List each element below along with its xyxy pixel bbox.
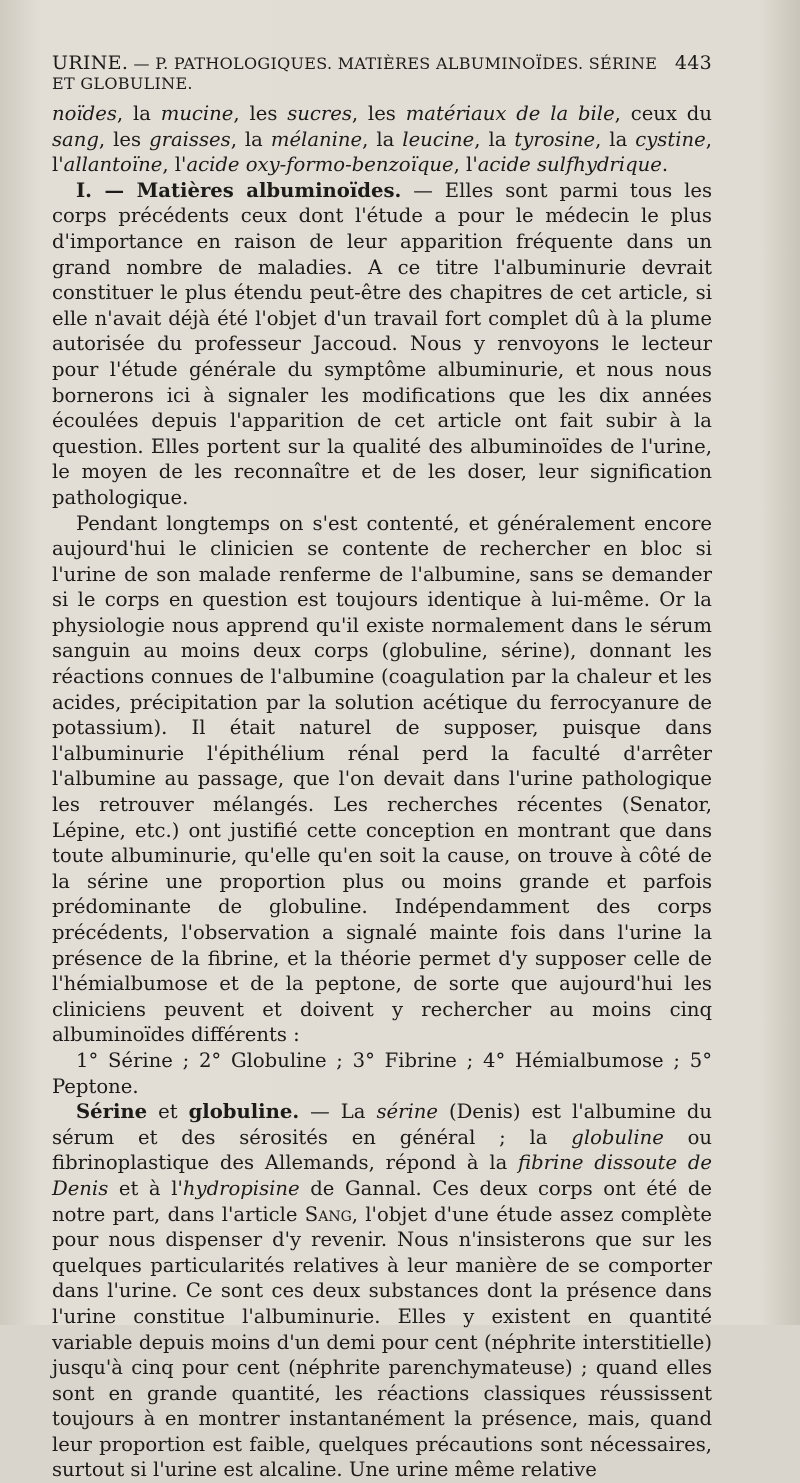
subsection-heading-serine: Sérine: [76, 1100, 148, 1124]
header-title: URINE. — P. PATHOLOGIQUES. MATIÈRES ALBUMINOÏDES. SÉRINE ET GLOBULINE.: [52, 52, 658, 93]
subsection-heading-globuline: globuline.: [188, 1100, 300, 1124]
section-heading: I. — Matières albuminoïdes.: [76, 178, 402, 202]
page-number: 443: [674, 52, 712, 74]
body-text: [52, 101, 712, 1483]
paragraph-continuation: noïdes, la mucine, les sucres, les matériaux de la bile, ceux du sang, les graisses, la mélanine, la leucine, la tyrosine, la cystine, l'allantoïne, l'acide oxy-formo-benzoïque, l'acide sulfhydrique.: [52, 102, 712, 177]
running-header: [52, 52, 712, 93]
paragraph-matieres-albuminoides: I. — Matières albuminoïdes. — Elles sont parmi tous les corps précédents ceux dont l'étude a pour le médecin le plus d'importance en raison de leur apparition fréquente dans un grand nombre de maladies. A ce titre l'albuminurie devrait constituer le plus étendu peut-être des chapitres de cet article, si elle n'avait déjà été l'objet d'un travail fort complet dû à la plume autorisée du professeur Jaccoud. Nous y renvoyons le lecteur pour l'étude générale du symptôme albuminurie, et nous nous bornerons ici à signaler les modifications que les dix années écoulées depuis l'apparition de cet article ont fait subir à la question. Elles portent sur la qualité des albuminoïdes de l'urine, le moyen de les reconnaître et de les doser, leur signification pathologique.: [52, 178, 713, 509]
paragraph-list-albuminoides: 1° Sérine ; 2° Globuline ; 3° Fibrine ; 4° Hémialbumose ; 5° Peptone.: [52, 1048, 712, 1098]
paragraph-pendant-longtemps: Pendant longtemps on s'est contenté, et généralement encore aujourd'hui le clinicien se contente de rechercher en bloc si l'urine de son malade renferme de l'albumine, sans se demander si le corps en question est toujours identique à lui-même. Or la physiologie nous apprend qu'il existe normalement dans le sérum sanguin au moins deux corps (globuline, sérine), donnant les réactions connues de l'albumine (coagulation par la chaleur et les acides, précipitation par la solution acétique du ferrocyanure de potassium). Il était naturel de supposer, puisque dans l'albuminurie l'épithélium rénal perd la faculté d'arrêter l'albumine au passage, que l'on devait dans l'urine pathologique les retrouver mélangés. Les recherches récentes (Senator, Lépine, etc.) ont justifié cette conception en montrant que dans toute albuminurie, qu'elle qu'en soit la cause, on trouve à côté de la sérine une proportion plus ou moins grande et parfois prédominante de globuline. Indépendamment des corps précédents, l'observation a signalé mainte fois dans l'urine la présence de la fibrine, et la théorie permet d'y supposer celle de l'hémialbumose et de la peptone, de sorte que aujourd'hui les cliniciens peuvent et doivent y rechercher au moins cinq albuminoïdes différents :: [52, 511, 712, 1047]
paragraph-serine-globuline: Sérine et globuline. — La sérine (Denis) est l'albumine du sérum et des sérosités en général ; la globuline ou fibrinoplastique des Allemands, répond à la fibrine dissoute de Denis et à l'hydropisine de Gannal. Ces deux corps ont été de notre part, dans l'article Sang, l'objet d'une étude assez complète pour nous dispenser d'y revenir. Nous n'insisterons que sur les quelques particularités relatives à leur manière de se comporter dans l'urine. Ce sont ces deux substances dont la présence dans l'urine constitue l'albuminurie. Elles y existent en quantité variable depuis moins d'un demi pour cent (néphrite interstitielle) jusqu'à cinq pour cent (néphrite parenchymateuse) ; quand elles sont en grande quantité, les réactions classiques réussissent toujours à en montrer instantanément la présence, mais, quand leur proportion est faible, quelques précautions sont nécessaires, surtout si l'urine est alcaline. Une urine même relative: [52, 1100, 713, 1482]
